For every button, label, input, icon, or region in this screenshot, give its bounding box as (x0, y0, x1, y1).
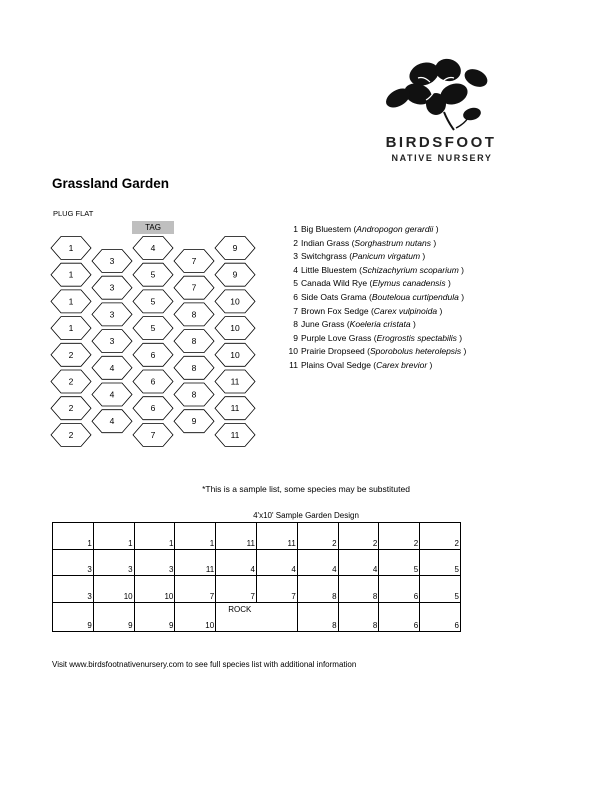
species-item: 9 Purple Love Grass (Erogrostis spectabilis ) (293, 332, 463, 343)
hex-cell-number: 3 (109, 256, 115, 266)
hex-cell-number: 5 (150, 296, 156, 307)
hex-cell-number: 10 (230, 349, 240, 360)
tag-label: TAG (132, 221, 174, 234)
hex-cell-number: 7 (150, 429, 156, 440)
hex-cell-number: 1 (68, 296, 74, 307)
hex-cell-number: 11 (230, 403, 240, 414)
hex-cell-number: 2 (68, 376, 74, 387)
garden-design-title: 4'x10' Sample Garden Design (253, 511, 359, 520)
design-cell: 6 (379, 576, 420, 603)
design-cell: 9 (93, 602, 134, 631)
design-cell: 11 (216, 523, 257, 550)
hex-cell-number: 10 (230, 323, 240, 334)
design-cell: 10 (175, 602, 216, 631)
species-item: 6 Side Oats Grama (Bouteloua curtipendula ) (293, 291, 465, 302)
design-cell: 2 (338, 523, 379, 550)
design-cell: 8 (338, 576, 379, 603)
hex-cell-number: 3 (109, 336, 115, 347)
design-cell: 3 (134, 549, 175, 576)
hex-cell-number: 4 (109, 389, 115, 400)
page-title: Grassland Garden (52, 176, 170, 191)
hex-cell-number: 3 (109, 282, 115, 293)
design-row (53, 549, 461, 576)
hex-cell-number: 2 (68, 349, 74, 360)
hex-cell-number: 9 (191, 416, 197, 427)
design-cell: 9 (134, 602, 175, 631)
design-cell: 7 (256, 576, 297, 603)
design-cell: 3 (53, 576, 94, 603)
hex-cell-number: 8 (191, 309, 197, 320)
hex-cell-number: 10 (230, 296, 240, 307)
species-list (284, 223, 466, 373)
design-cell: 8 (297, 576, 338, 603)
hex-cell-number: 4 (150, 243, 156, 253)
design-cell: 10 (134, 576, 175, 603)
hex-cell-number: 3 (109, 309, 115, 320)
design-cell: 7 (216, 576, 257, 603)
hex-cell-number: 8 (191, 362, 197, 373)
design-cell: 11 (256, 523, 297, 550)
hex-cell-number: 11 (230, 376, 240, 387)
rock-cell: ROCK (216, 602, 298, 631)
design-cell: 5 (420, 576, 461, 603)
design-cell: 1 (53, 523, 94, 550)
design-cell: 11 (175, 549, 216, 576)
design-cell: 8 (338, 602, 379, 631)
species-item: 7 Brown Fox Sedge (Carex vulpinoida ) (293, 305, 443, 316)
design-cell: 4 (297, 549, 338, 576)
hex-cell-number: 2 (68, 403, 74, 414)
design-cell: 4 (256, 549, 297, 576)
plug-flat-label: PLUG FLAT (53, 209, 94, 218)
brand-subtitle: NATIVE NURSERY (391, 153, 493, 163)
hex-cell-number: 9 (232, 243, 238, 253)
hex-cell-number: 6 (150, 403, 156, 414)
hex-cell-number: 8 (191, 389, 197, 400)
footer-text: Visit www.birdsfootnativenursery.com to see full species list with additional information (52, 660, 357, 669)
substitution-note: *This is a sample list, some species may be substituted (202, 484, 410, 494)
species-item: 3 Switchgrass (Panicum virgatum ) (293, 251, 426, 262)
hex-cell-number: 6 (150, 349, 156, 360)
species-item: 10 Prairie Dropseed (Sporobolus heterolepsis ) (288, 346, 467, 357)
species-item: 5 Canada Wild Rye (Elymus canadensis ) (293, 278, 451, 289)
hex-cell-number: 1 (68, 269, 74, 280)
hex-cell-number: 1 (68, 243, 74, 253)
species-item: 1 Big Bluestem (Andropogon gerardii ) (293, 224, 439, 234)
design-cell: 9 (53, 602, 94, 631)
design-cell: 2 (379, 523, 420, 550)
species-item: 11 Plains Oval Sedge (Carex brevior ) (289, 359, 433, 370)
hex-cell-number: 1 (68, 323, 74, 334)
species-item: 4 Little Bluestem (Schizachyrium scoparium ) (293, 264, 464, 275)
design-cell: 3 (93, 549, 134, 576)
design-row (53, 602, 461, 631)
hex-cell-number: 4 (109, 362, 115, 373)
species-item: 8 June Grass (Koeleria cristata ) (293, 319, 416, 330)
hex-cell-number: 7 (191, 256, 197, 266)
garden-design-grid (52, 522, 461, 632)
design-cell: 8 (297, 602, 338, 631)
hex-cell-number: 5 (150, 323, 156, 334)
hex-cell-number: 9 (232, 269, 238, 280)
design-cell: 1 (93, 523, 134, 550)
design-cell: 5 (379, 549, 420, 576)
hex-cell-number: 11 (230, 429, 240, 440)
design-cell: 10 (93, 576, 134, 603)
design-cell: 4 (338, 549, 379, 576)
design-row (53, 523, 461, 550)
design-cell: 2 (297, 523, 338, 550)
design-cell: 6 (379, 602, 420, 631)
hex-cell-number: 7 (191, 282, 197, 293)
design-cell: 6 (420, 602, 461, 631)
design-row (53, 576, 461, 603)
design-cell: 2 (420, 523, 461, 550)
hex-cell-number: 5 (150, 269, 156, 280)
hex-cell-number: 8 (191, 336, 197, 347)
design-cell: 3 (53, 549, 94, 576)
hex-cell-number: 2 (68, 429, 74, 440)
design-cell: 7 (175, 576, 216, 603)
hex-cell-number: 6 (150, 376, 156, 387)
design-cell: 5 (420, 549, 461, 576)
hex-cell-number: 4 (109, 416, 115, 427)
design-cell: 4 (216, 549, 257, 576)
design-cell: 1 (175, 523, 216, 550)
design-cell: 1 (134, 523, 175, 550)
brand-name: BIRDSFOOT (385, 134, 497, 151)
species-item: 2 Indian Grass (Sorghastrum nutans ) (293, 237, 437, 248)
